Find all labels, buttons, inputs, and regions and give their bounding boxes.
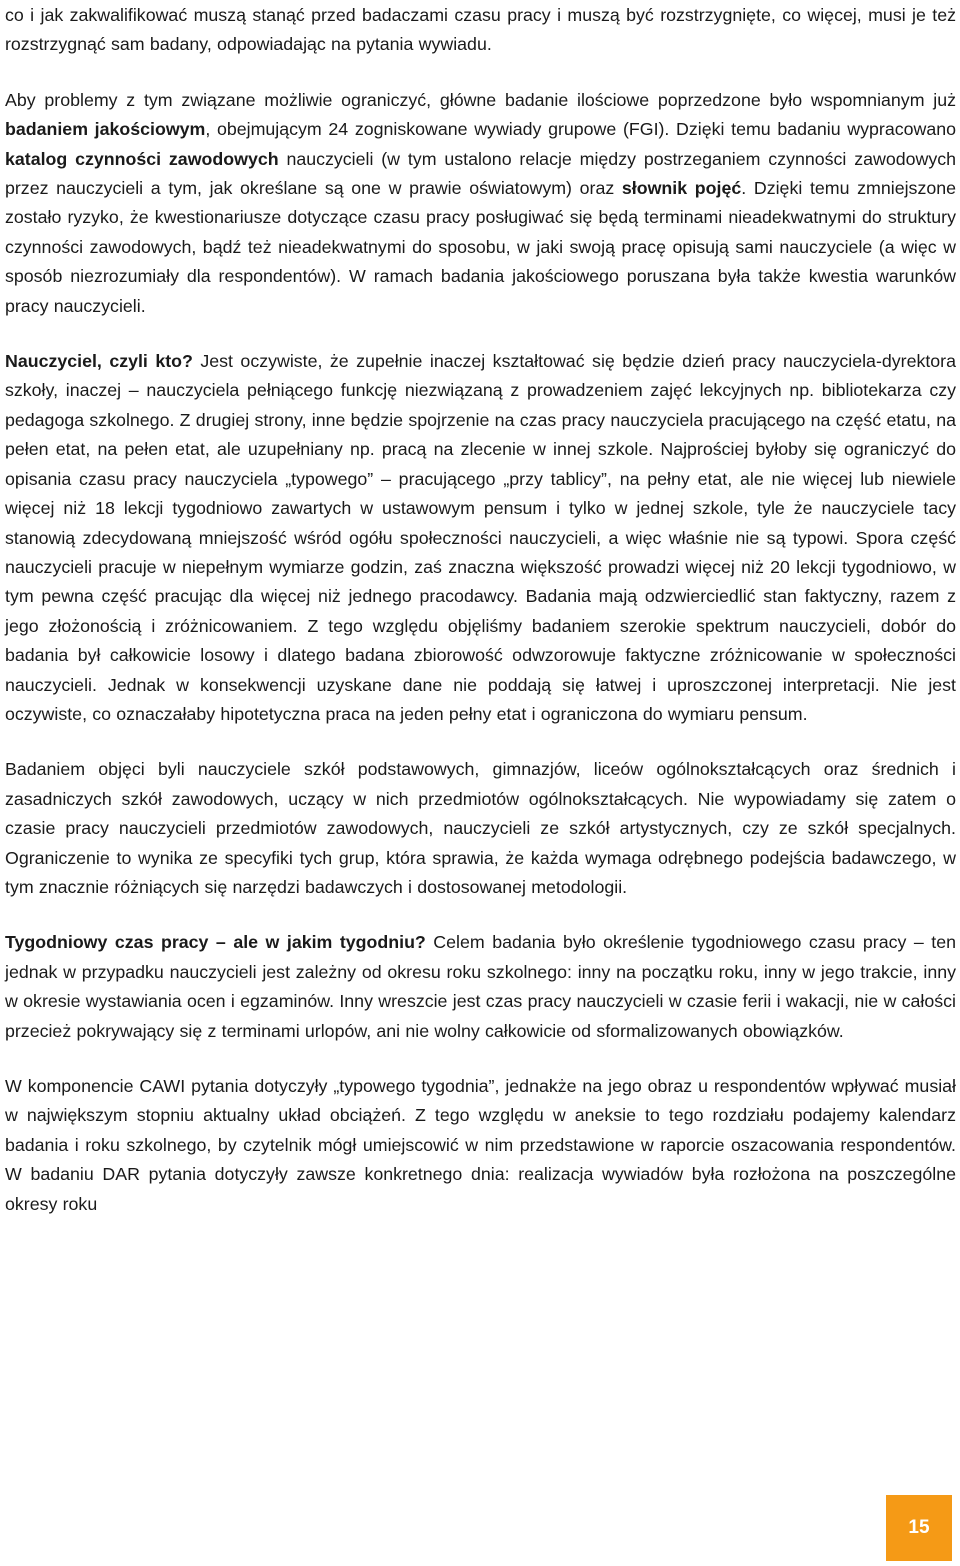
paragraph-weekly-time: [5, 928, 956, 1046]
text-run: co i jak zakwalifikować muszą stanąć przed badaczami czasu pracy i muszą być rozstrzygnięte, co więcej, musi je też rozstrzygnąć sam badany, odpowiadając na pytania wywiadu.: [5, 5, 956, 55]
bold-phrase: badaniem jakościowym: [5, 119, 206, 140]
page-number-badge: [886, 1495, 952, 1561]
text-run: , obejmującym 24 zogniskowane wywiady grupowe (FGI). Dzięki temu badaniu wypracowano: [205, 119, 956, 140]
paragraph-gap: [5, 902, 956, 928]
document-body: [5, 0, 956, 1219]
bold-phrase: słownik pojęć: [621, 178, 742, 199]
paragraph-gap: [5, 729, 956, 755]
paragraph-gap: [5, 60, 956, 86]
paragraph-school-scope: [5, 755, 956, 902]
bold-phrase: Tygodniowy czas pracy – ale w jakim tygodniu?: [5, 932, 426, 953]
paragraph-gap: [5, 1046, 956, 1072]
page-number: 15: [908, 1517, 930, 1538]
bold-phrase: katalog czynności zawodowych: [5, 148, 279, 169]
text-run: nauczycieli (w tym ustalono relacje między postrzeganiem czynności zawodowych przez nauczycieli a tym, jak określane są one w prawie oświatowym) oraz: [5, 148, 957, 199]
text-run: Badaniem objęci byli nauczyciele szkół podstawowych, gimnazjów, liceów ogólnokształcących oraz średnich i zasadniczych szkół zawodowych, uczący w nich przedmiotów ogólnokształcących. Nie wypowiadamy się zatem o czasie pracy nauczycieli przedmiotów zawodowych, nauczycieli ze szkół artystycznych, czy ze szkół specjalnych. Ograniczenie to wynika ze specyfiki tych grup, która sprawia, że każda wymaga odrębnego podejścia badawczego, w tym znacznie różniących się narzędzi badawczych i dostosowanej metodologii.: [5, 759, 956, 897]
text-run: . Dzięki temu zmniejszone zostało ryzyko, że kwestionariusze dotyczące czasu pracy posługiwać się będą terminami nieadekwatnymi do struktury czynności zawodowych, bądź też nieadekwatnymi do sposobu, w jaki swoją pracę opisują sami nauczyciele (a więc w sposób niezrozumiały dla respondentów). W ramach badania jakościowego poruszana była także kwestia warunków pracy nauczycieli.: [5, 178, 956, 316]
text-run: Aby problemy z tym związane możliwie ograniczyć, główne badanie ilościowe poprzedzone było wspomnianym już: [5, 89, 956, 110]
text-run: W komponencie CAWI pytania dotyczyły „typowego tygodnia”, jednakże na jego obraz u respondentów wpływać musiał w największym stopniu aktualny układ obciążeń. Z tego względu w aneksie to tego rozdziału podajemy kalendarz badania i roku szkolnego, by czytelnik mógł umiejscowić w nim przedstawione w raporcie oszacowania respondentów. W badaniu DAR pytania dotyczyły zawsze konkretnego dnia: realizacja wywiadów była rozłożona na poszczególne okresy roku: [5, 1076, 956, 1214]
text-run: Celem badania było określenie tygodniowego czasu pracy – ten jednak w przypadku nauczycieli jest zależny od okresu roku szkolnego: inny na początku roku, inny w jego trakcie, inny w okresie wystawiania ocen i egzaminów. Inny wreszcie jest czas pracy nauczycieli w czasie ferii i wakacji, nie w całości przecież pokrywający się z terminami urlopów, ani nie wolny całkowicie od sformalizowanych obowiązków.: [5, 932, 956, 1041]
bold-phrase: Nauczyciel, czyli kto?: [5, 351, 193, 372]
paragraph-qualitative-study: [5, 86, 956, 321]
paragraph-who-is-teacher: [5, 347, 956, 729]
paragraph-intro-continuation: [5, 0, 956, 60]
text-run: Jest oczywiste, że zupełnie inaczej kształtować się będzie dzień pracy nauczyciela-dyrektora szkoły, inaczej – nauczyciela pełniącego funkcję niezwiązaną z prowadzeniem zajęć lekcyjnych np. bibliotekarza czy pedagoga szkolnego. Z drugiej strony, inne będzie spojrzenie na czas pracy nauczyciela pracującego na część etatu, na pełen etat, na pełen etat, ale uzupełniany np. pracą na zlecenie w innej szkole. Najprościej byłoby się ograniczyć do opisania czasu pracy nauczyciela „typowego” – pracującego „przy tablicy”, na pełny etat, ale nie więcej lub niewiele więcej niż 18 lekcji tygodniowo zawartych w ustawowym pensum i tylko w jednej szkole, tyle że nauczyciele tacy stanowią zdecydowaną mniejszość wśród ogółu społeczności nauczycieli, a więc właśnie nie są typowi. Spora część nauczycieli pracuje w niepełnym wymiarze godzin, zaś znaczna większość prowadzi więcej niż 20 lekcji tygodniowo, w tym pewna część pracując dla więcej niż jednego pracodawcy. Badania mają odzwierciedlić stan faktyczny, razem z jego złożonością i zróżnicowaniem. Z tego względu objęliśmy badaniem szerokie spektrum nauczycieli, dobór do badania był całkowicie losowy i dlatego badana zbiorowość odwzorowuje faktyczne zróżnicowanie w społeczności nauczycieli. Jednak w konsekwencji uzyskane dane nie poddają się łatwej i uproszczonej interpretacji. Nie jest oczywiste, co oznaczałaby hipotetyczna praca na jeden pełny etat i ograniczona do wymiaru pensum.: [5, 351, 956, 724]
paragraph-gap: [5, 321, 956, 347]
paragraph-cawi-component: [5, 1072, 956, 1219]
